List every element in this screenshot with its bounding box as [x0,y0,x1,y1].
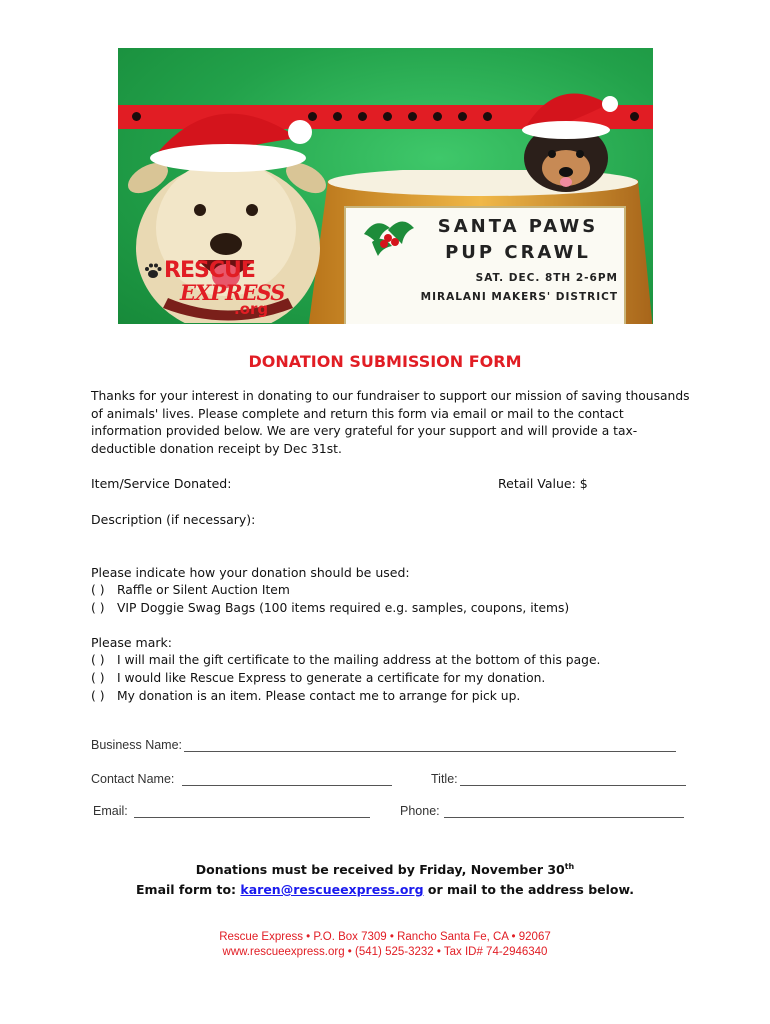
business-name-field[interactable] [91,738,676,752]
contact-name-field[interactable] [91,772,392,786]
description-label: Description (if necessary): [91,512,256,527]
phone-field[interactable] [400,804,684,818]
paw-print-icon [630,112,639,121]
option-label: Raffle or Silent Auction Item [117,583,290,597]
mark-option-generate-certificate[interactable] [91,671,545,685]
holly-icon [358,214,418,258]
puppy-with-santa-hat-illustration [506,86,626,196]
option-label: I would like Rescue Express to generate a certificate for my donation. [117,671,546,685]
phone-input-line[interactable] [444,807,684,818]
paw-print-icon [144,262,162,280]
checkbox[interactable]: ( ) [91,583,105,597]
paw-print-icon [358,112,367,121]
deadline-suffix: th [564,862,575,871]
event-date: SAT. DEC. 8TH 2-6PM [475,272,618,284]
title-field[interactable] [431,772,686,786]
footer-address: Rescue Express • P.O. Box 7309 • Rancho Santa Fe, CA • 92067 [219,931,551,943]
business-name-input-line[interactable] [184,741,676,752]
logo-org-text: .org [234,300,269,318]
event-sign [344,206,626,324]
checkbox[interactable]: ( ) [91,671,105,685]
paw-print-icon [333,112,342,121]
paw-print-icon [408,112,417,121]
mark-option-mail-certificate[interactable] [91,653,600,667]
paw-print-icon [383,112,392,121]
paw-print-icon [458,112,467,121]
checkbox[interactable]: ( ) [91,653,105,667]
form-title: DONATION SUBMISSION FORM [248,352,522,371]
rescue-express-logo [142,258,292,324]
email-input-line[interactable] [134,807,370,818]
footer-contact: www.rescueexpress.org • (541) 525-3232 • Tax ID# 74-2946340 [222,946,548,958]
event-banner [118,48,653,324]
checkbox[interactable]: ( ) [91,601,105,615]
usage-option-swag-bags[interactable] [91,601,569,615]
item-donated-label: Item/Service Donated: [91,476,232,491]
title-label: Title: [431,772,458,786]
usage-heading: Please indicate how your donation should be used: [91,565,410,580]
paw-print-icon [433,112,442,121]
email-prefix: Email form to: [136,882,241,897]
event-title-line2: PUP CRAWL [445,242,591,263]
phone-label: Phone: [400,804,440,818]
logo-rescue-text: RESCUE [164,258,255,283]
contact-name-input-line[interactable] [182,775,392,786]
logo-express-text: EXPRESS [180,280,285,305]
email-instruction [0,882,770,897]
paw-print-icon [483,112,492,121]
mark-heading: Please mark: [91,635,172,650]
deadline-text [0,862,770,877]
email-label: Email: [93,804,128,818]
email-link[interactable]: karen@rescueexpress.org [240,882,424,897]
event-title-line1: SANTA PAWS [437,216,599,237]
title-input-line[interactable] [460,775,686,786]
option-label: I will mail the gift certificate to the mailing address at the bottom of this page. [117,653,601,667]
contact-name-label: Contact Name: [91,772,175,786]
email-field[interactable] [93,804,370,818]
checkbox[interactable]: ( ) [91,689,105,703]
option-label: VIP Doggie Swag Bags (100 items required e.g. samples, coupons, items) [117,601,570,615]
intro-paragraph: Thanks for your interest in donating to our fundraiser to support our mission of saving thousands of animals' lives. Please complete and return this form via email or mail to the contact information provided below. We are very grateful for your support and will provide a tax-deductible donation receipt by Dec 31st. [91,389,690,456]
deadline-main: Donations must be received by Friday, November 30 [195,862,565,878]
business-name-label: Business Name: [91,738,183,752]
email-suffix: or mail to the address below. [423,882,634,897]
option-label: My donation is an item. Please contact me to arrange for pick up. [117,689,521,703]
event-location: MIRALANI MAKERS' DISTRICT [420,291,618,303]
mark-option-item-pickup[interactable] [91,689,520,703]
usage-option-raffle[interactable] [91,583,290,597]
retail-value-label: Retail Value: $ [498,476,588,491]
